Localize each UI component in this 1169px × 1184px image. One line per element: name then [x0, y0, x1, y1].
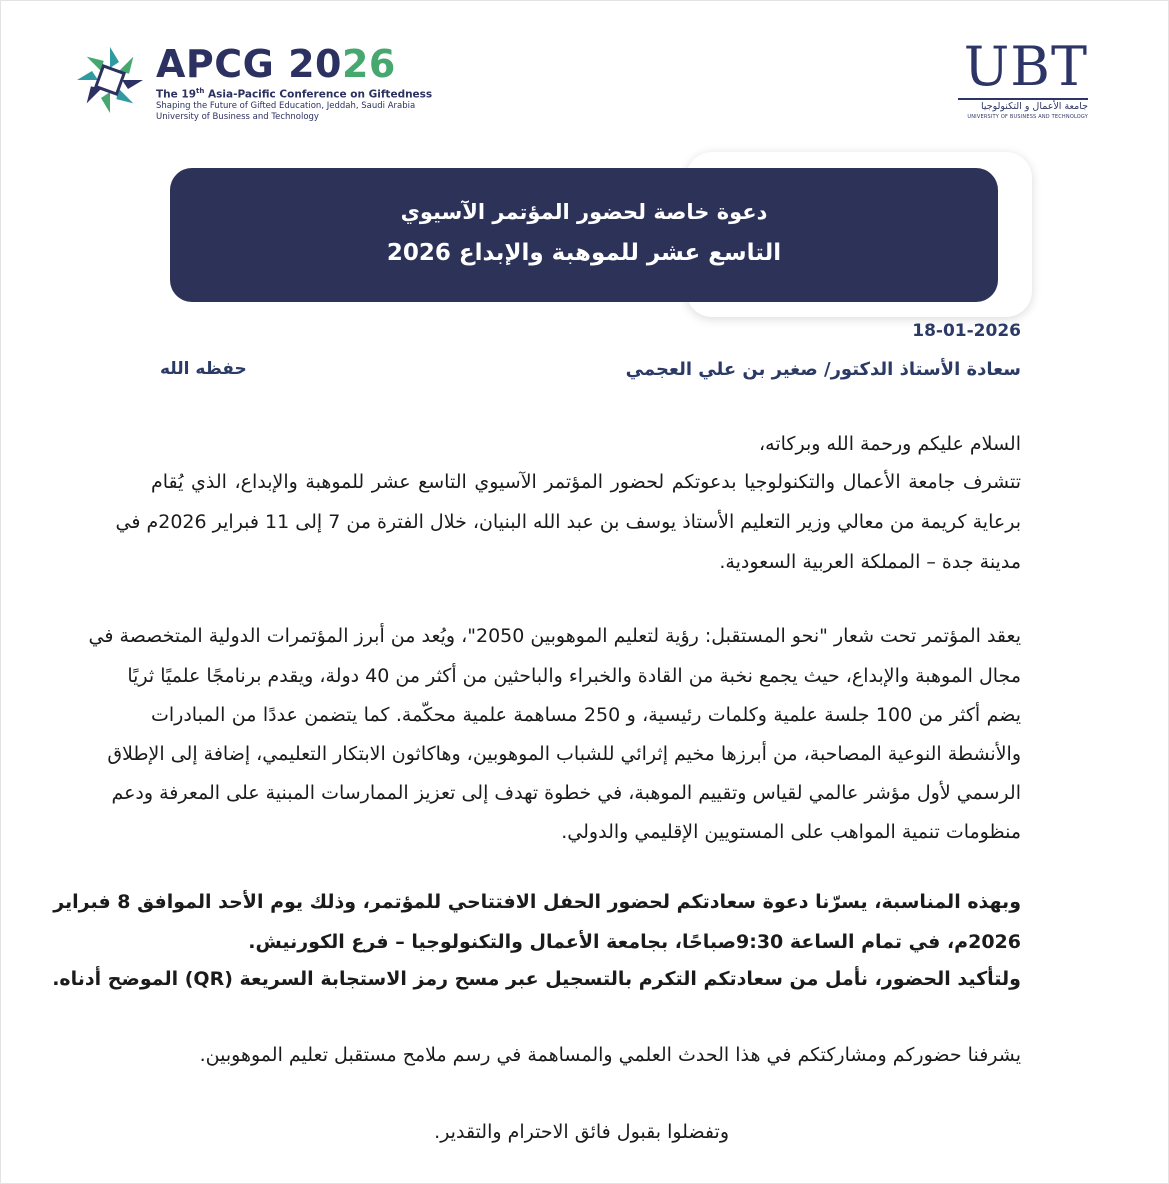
banner-line-2: التاسع عشر للموهبة والإبداع 2026 [386, 240, 782, 266]
p1-line-2: برعاية كريمة من معالي وزير التعليم الأستاذ يوسف بن عبد الله البنيان، خلال الفترة من 7 إلى 11 فبراير 2026م في [115, 511, 1021, 533]
apcg-conference-name: The 19th Asia-Pacific Conference on Giftedness [156, 87, 433, 101]
p2-line-1: يعقد المؤتمر تحت شعار "نحو المستقبل: رؤية لتعليم الموهوبين 2050"، ويُعد من أبرز المؤتمرات الدولية المتخصصة في [88, 625, 1021, 647]
ubt-divider [958, 98, 1088, 100]
apcg-emblem-icon [76, 44, 144, 116]
ubt-logo [950, 35, 1090, 122]
p3-line-3: ولتأكيد الحضور، نأمل من سعادتكم التكرم بالتسجيل عبر مسح رمز الاستجابة السريعة (QR) الموضح أدناه. [52, 968, 1021, 990]
p1-line-3: مدينة جدة – المملكة العربية السعودية. [719, 551, 1021, 573]
title-banner [170, 168, 998, 302]
ubt-english-name: UNIVERSITY OF BUSINESS AND TECHNOLOGY [967, 114, 1088, 120]
p2-line-6: منظومات تنمية المواهب على المستويين الإقليمي والدولي. [561, 821, 1021, 843]
p1-line-1: تتشرف جامعة الأعمال والتكنولوجيا بدعوتكم لحضور المؤتمر الآسيوي التاسع عشر للموهبة والإبداع، الذي يُقام [151, 471, 1021, 493]
greeting: السلام عليكم ورحمة الله وبركاته، [759, 433, 1021, 455]
apcg-title: APCG 2026 [156, 42, 396, 86]
apcg-logo [76, 44, 436, 126]
banner-line-1: دعوة خاصة لحضور المؤتمر الآسيوي [400, 200, 768, 224]
honorific: حفظه الله [160, 359, 247, 379]
p2-line-2: مجال الموهبة والإبداع، حيث يجمع نخبة من القادة والخبراء والباحثين من أكثر من 40 دولة، ويقدم برنامجًا علميًا ثريًا [127, 665, 1021, 687]
closing: وتفضلوا بقبول فائق الاحترام والتقدير. [434, 1121, 729, 1143]
p4: يشرفنا حضوركم ومشاركتكم في هذا الحدث العلمي والمساهمة في رسم ملامح مستقبل تعليم الموهوبين. [199, 1044, 1021, 1066]
ubt-arabic-name: جامعة الأعمال و التكنولوجيا [980, 101, 1088, 112]
apcg-tagline: Shaping the Future of Gifted Education, Jeddah, Saudi Arabia [156, 101, 416, 111]
letter-date: 18-01-2026 [912, 321, 1021, 341]
p3-line-2: 2026م، في تمام الساعة 9:30صباحًا، بجامعة الأعمال والتكنولوجيا – فرع الكورنيش. [248, 931, 1021, 953]
apcg-university: University of Business and Technology [156, 112, 319, 122]
addressee: سعادة الأستاذ الدكتور/ صغير بن علي العجمي [625, 359, 1021, 380]
p2-line-4: والأنشطة النوعية المصاحبة، من أبرزها مخيم إثرائي للشباب الموهوبين، وهاكاثون الابتكار التعليمي، إضافة إلى الإطلاق [107, 743, 1021, 765]
p3-line-1: وبهذه المناسبة، يسرّنا دعوة سعادتكم لحضور الحفل الافتتاحي للمؤتمر، وذلك يوم الأحد الموافق 8 فبراير [53, 891, 1021, 913]
p2-line-5: الرسمي لأول مؤشر عالمي لقياس وتقييم الموهبة، في خطوة تهدف إلى تعزيز الممارسات المبنية على المعرفة ودعم [111, 782, 1021, 804]
p2-line-3: يضم أكثر من 100 جلسة علمية وكلمات رئيسية، و 250 مساهمة علمية محكّمة. كما يتضمن عددًا من المبادرات [151, 704, 1021, 726]
ubt-wordmark: UBT [963, 35, 1088, 98]
